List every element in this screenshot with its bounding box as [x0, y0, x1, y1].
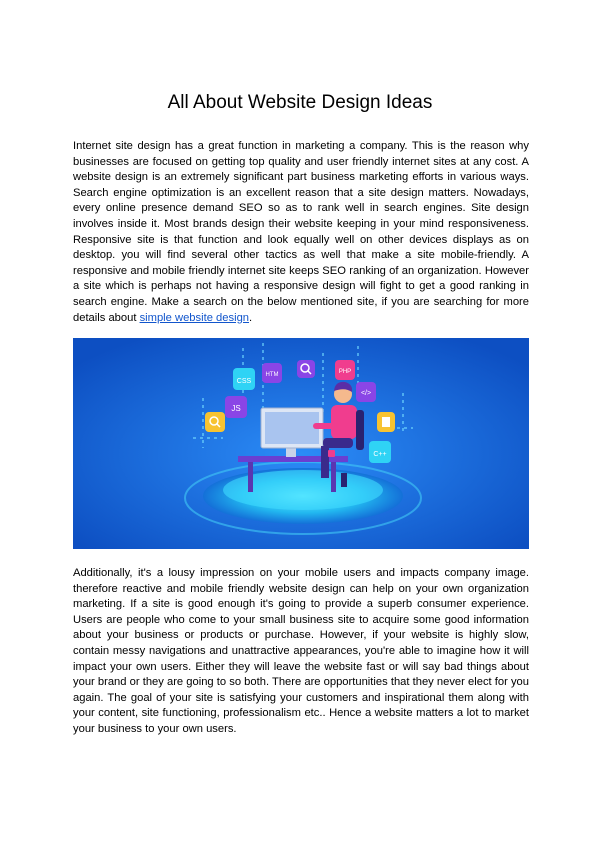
tile-css — [233, 368, 255, 390]
tile-html-label: HTM — [265, 372, 279, 378]
tile-js — [225, 396, 247, 418]
tile-php-label: PHP — [338, 369, 352, 375]
person-lower-leg — [321, 446, 329, 478]
web-design-illustration — [73, 338, 529, 549]
body-paragraph: Additionally, it's a lousy impression on your mobile users and impacts company image. therefore reactive and mobile friendly website design can help on your own organization marketing. If a site is good enough it's going to provide a superb consumer experience. Users are people who come to your small business site to acquire some good information about your business or products or purchase. However, if your website is highly slow, contain messy navigations and unattractive appearances, you're able to imagine how it will impact your own users. Either they will leave the website fast or will say bad things about your brand or they are going to so both. There are opportunities that they never elect for you again. The goal of your site is satisfying your customers and inspirational them along with your content, site functioning, professionalism etc.. Hence a website matters a lot to market your business to your own users. — [73, 567, 529, 735]
tile-css-label: CSS — [236, 378, 252, 385]
link-suffix: . — [249, 311, 253, 324]
tile-cpp-label: C++ — [373, 451, 387, 458]
tile-cpp — [369, 441, 391, 463]
coffee-cup — [328, 450, 335, 457]
intro-text: Internet site design has a great function in marketing a company. This is the reason why businesses are focused on getting top quality and user friendly internet sites at any cost. A website design is an extremely significant part business marketing efforts in various ways. Search engine optimization is an excellent reason that a site design matters. Nowadays, every online presence demand SEO so as to rank well in search engines. Site design involves inside it. Most brands design their website keeping in your mind responsiveness. Responsive site is that function and look equally well on other devices displays as on desktop. you will find several other tactics as well that make a site mobile-friendly. A responsive and mobile friendly internet site keeps SEO ranking of an organization. However a site which is perhaps not having a responsive design will fight to get a good ranking in search engine. Make a search on the below mentioned site, if you are searching for more details about — [73, 140, 529, 324]
person-torso — [331, 405, 357, 439]
tile-magnifier — [205, 412, 225, 432]
tile-document — [377, 412, 395, 432]
chair-base — [341, 473, 347, 487]
tile-code — [356, 382, 376, 402]
intro-paragraph — [73, 139, 529, 326]
tile-js-label: JS — [231, 404, 241, 413]
tile-php — [335, 360, 355, 380]
tile-html — [262, 363, 282, 383]
monitor-screen — [265, 412, 319, 444]
platform-inner — [223, 470, 383, 510]
chair-back — [356, 410, 364, 450]
page-title: All About Website Design Ideas — [167, 92, 433, 113]
tile-code-label: </> — [360, 390, 372, 397]
desk-leg-left — [248, 462, 253, 492]
simple-website-design-link[interactable]: simple website design — [139, 311, 250, 324]
tile-search — [297, 360, 315, 378]
person-arm — [313, 423, 337, 429]
desk-leg-right — [331, 462, 336, 492]
